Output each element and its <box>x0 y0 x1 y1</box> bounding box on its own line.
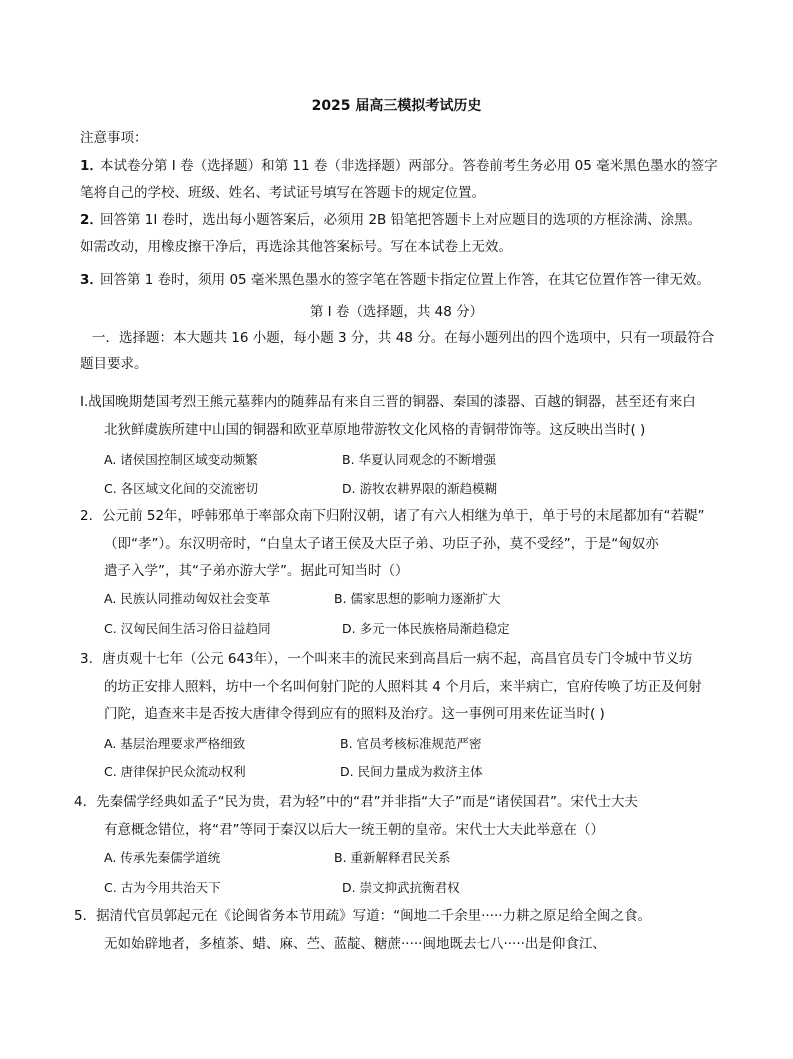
question-1-option-d: D. 游牧农耕界限的渐趋模糊 <box>342 481 498 496</box>
question-1-option-a: A. 诸侯国控制区域变动频繁 <box>104 452 258 467</box>
section-instructions-line-2: 题目要求。 <box>80 356 148 372</box>
question-3-option-d: D. 民间力量成为救济主体 <box>340 764 483 779</box>
question-4-option-c: C. 古为今用共治天下 <box>104 880 221 895</box>
question-2-option-b: B. 儒家思想的影响力逐渐扩大 <box>334 591 501 606</box>
notice-item-1-number: 1． <box>80 158 103 174</box>
question-2-option-a: A. 民族认同推动匈奴社会变革 <box>104 591 271 606</box>
question-5-line-1: 5．据清代官员郭起元在《论闽省务本节用疏》写道：“闽地二千余里·····力耕之原足给全闽之食。 <box>74 908 652 924</box>
notice-item-2-line-2: 如需改动，用橡皮擦干净后，再选涂其他答案标号。写在本试卷上无效。 <box>80 239 512 255</box>
exam-title: 2025 届高三模拟考试历史 <box>311 98 482 114</box>
section-instructions-line-1: 一．选择题：本大题共 16 小题，每小题 3 分，共 48 分。在每小题列出的四个选项中，只有一项最符合 <box>92 330 715 346</box>
question-2-option-d: D. 多元一体民族格局渐趋稳定 <box>342 621 510 636</box>
notice-item-3-number: 3． <box>80 272 103 288</box>
notice-item-2-line-1: 回答第 1I 卷时，选出每小题答案后，必须用 2B 铅笔把答题卡上对应题目的选项的方框涂满、涂黑。 <box>100 212 702 228</box>
question-1-line-1: I.战国晚期楚国考烈王熊元墓葬内的随葬品有来自三晋的铜器、秦国的漆器、百越的铜器，甚至还有来白 <box>80 394 696 410</box>
question-2-option-c: C. 汉匈民间生活习俗日益趋同 <box>104 621 271 636</box>
notice-item-1-line-2: 笔将自己的学校、班级、姓名、考试证号填写在答题卡的规定位置。 <box>80 185 485 201</box>
question-3-line-2: 的坊正安排人照料，坊中一个名叫何射门陀的人照料其 4 个月后，来半病亡，官府传唤了坊正及何射 <box>104 679 702 695</box>
question-4-line-1: 4．先秦儒学经典如孟子“民为贵，君为轻”中的“君”并非指“大子”而是“诸侯国君”。宋代士大夫 <box>74 794 639 810</box>
question-3-option-b: B. 官员考核标准规范严密 <box>340 736 482 751</box>
question-4-option-b: B. 重新解释君民关系 <box>334 850 451 865</box>
question-3-line-3: 门陀，追查来丰是否按大唐律令得到应有的照料及治疗。这一事例可用来佐证当时( ) <box>104 706 605 722</box>
question-4-line-2: 有意概念错位，将“君”等同于秦汉以后大一统王朝的皇帝。宋代士大夫此举意在（） <box>104 822 604 838</box>
question-3-option-a: A. 基层治理要求严格细致 <box>104 736 246 751</box>
question-1-line-2: 北狄鲜虞族所建中山国的铜器和欧亚草原地带游牧文化风格的青铜带饰等。这反映出当时( ) <box>104 422 646 438</box>
section-title: 第 I 卷（选择题，共 48 分） <box>309 304 484 320</box>
question-2-line-3: 遣子入学”，其“子弟亦游大学”。据此可知当时（） <box>104 563 409 579</box>
question-2-line-2: （即“孝”）。东汉明帝时，“白皇太子诸王侯及大臣子弟、功臣子孙，莫不受经”，于是“匈奴亦 <box>104 536 659 552</box>
question-4-option-d: D. 崇文抑武抗衡君权 <box>342 880 460 895</box>
question-3-option-c: C. 唐律保护民众流动权利 <box>104 764 246 779</box>
notice-item-2-number: 2． <box>80 212 103 228</box>
question-5-line-2: 无如始辟地者，多植茶、蜡、麻、苎、蓝靛、糖蔗·····闽地既去七八·····出是仰食江、 <box>104 936 606 952</box>
notice-item-1-line-1: 本试卷分第 I 卷（选择题）和第 11 卷（非选择题）两部分。答卷前考生务必用 05 毫米黑色墨水的签字 <box>100 158 718 174</box>
question-1-option-b: B. 华夏认同观念的不断增强 <box>342 452 497 467</box>
question-3-line-1: 3．唐贞观十七年（公元 643年），一个叫来丰的流民来到高昌后一病不起，高昌官员专门令城中节义坊 <box>80 651 693 667</box>
question-1-option-c: C. 各区域文化间的交流密切 <box>104 481 259 496</box>
question-2-line-1: 2．公元前 52年，呼韩邪单于率部众南下归附汉朝，诸了有六人相继为单于，单于号的末尾都加有“若鞮” <box>80 508 705 524</box>
question-4-option-a: A. 传承先秦儒学道统 <box>104 850 221 865</box>
notice-item-3-line-1: 回答第 1 卷时，须用 05 毫米黑色墨水的签字笔在答题卡指定位置上作答，在其它位置作答一律无效。 <box>100 272 710 288</box>
notice-heading: 注意事项： <box>80 130 148 146</box>
